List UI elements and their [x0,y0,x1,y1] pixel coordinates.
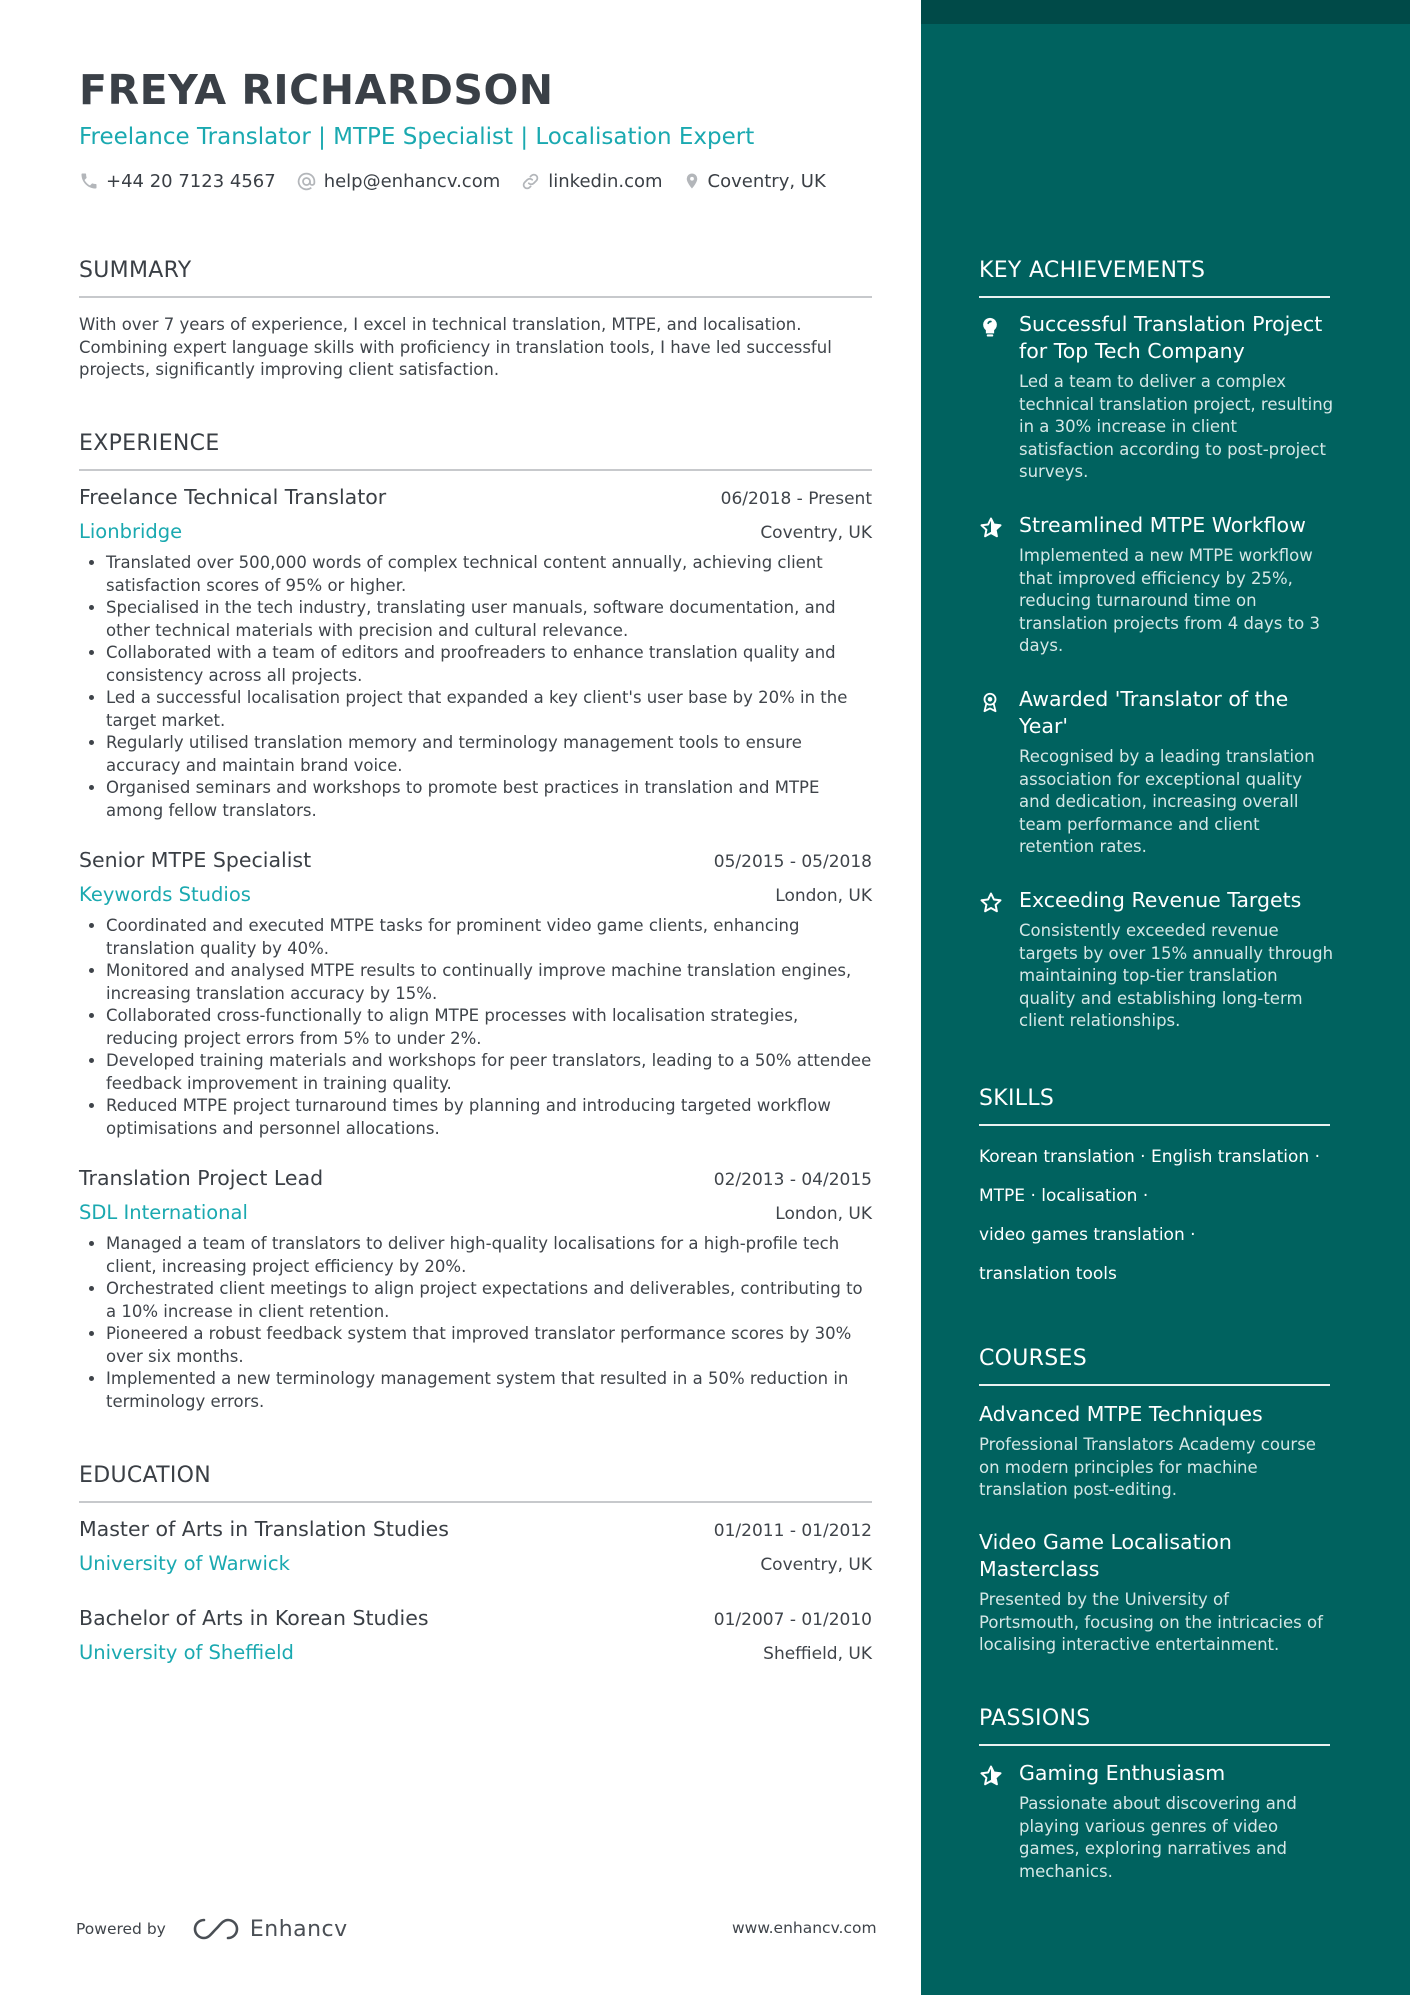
course-item [979,1529,1334,1657]
company-name[interactable]: Lionbridge [79,520,183,543]
job-bullets [106,552,872,822]
linkedin-text: linkedin.com [548,170,663,192]
bullet: • Managed a team of translators to deliver high-quality localisations for a high-profile tech client, increasing project efficiency by 20%. [106,1233,872,1278]
education-divider [79,1501,872,1503]
email-text: help@enhancv.com [323,170,501,192]
achievement-title: Exceeding Revenue Targets [1019,888,1302,912]
education-entry [79,1606,872,1664]
bullet: • Monitored and analysed MTPE results to continually improve machine translation engines, increasing translation accuracy by 15%. [106,960,872,1005]
school-name[interactable]: University of Warwick [79,1552,290,1575]
phone-icon [79,171,99,191]
job-bullets [106,1233,872,1413]
achievement-item [979,887,1334,1033]
course-desc: Presented by the University of Portsmouth, focusing on the intricacies of localising interactive entertainment. [979,1590,1323,1654]
achievement-item [979,512,1334,658]
experience-divider [79,469,872,471]
bullet: • Collaborated cross-functionally to align MTPE processes with localisation strategies, reducing project errors from 5% to under 2%. [106,1005,872,1050]
skill-line: translation tools [979,1264,1117,1284]
bullet: • Led a successful localisation project that expanded a key client's user base by 20% in the target market. [106,687,872,732]
headline: Freelance Translator | MTPE Specialist | Localisation Expert [79,124,755,150]
passion-item [979,1760,1334,1883]
enhancv-logo-icon [192,1916,240,1942]
achievement-desc: Recognised by a leading translation association for exceptional quality and dedication, increasing overall team performance and client retention rates. [1019,747,1315,856]
job-entry [79,1166,872,1413]
star-outline-icon [979,891,1003,915]
bullet: • Coordinated and executed MTPE tasks for prominent video game clients, enhancing translation quality by 40%. [106,915,872,960]
skill-line: MTPE · localisation · [979,1186,1149,1206]
bullet: • Specialised in the tech industry, translating user manuals, software documentation, and other technical materials with precision and cultural relevance. [106,597,872,642]
contact-location [683,170,826,192]
school-name[interactable]: University of Sheffield [79,1641,294,1664]
lightbulb-icon [979,315,1001,339]
education-heading: EDUCATION [79,1463,212,1488]
achievement-desc: Consistently exceeded revenue targets by over 15% annually through maintaining top-tier translation quality and establishing long-term client relationships. [1019,921,1334,1030]
contact-bar [79,170,846,192]
skills-list [979,1138,1334,1294]
degree: Master of Arts in Translation Studies [79,1517,449,1541]
passion-desc: Passionate about discovering and playing various genres of video games, exploring narratives and mechanics. [1019,1794,1297,1881]
course-item [979,1401,1334,1502]
courses-heading: COURSES [979,1346,1087,1371]
edu-date: 01/2011 - 01/2012 [713,1521,872,1541]
bullet: • Reduced MTPE project turnaround times by planning and introducing targeted workflow optimisations and personnel allocations. [106,1095,872,1140]
bullet: • Regularly utilised translation memory and terminology management tools to ensure accuracy and maintain brand voice. [106,732,872,777]
bullet: • Orchestrated client meetings to align project expectations and deliverables, contributing to a 10% increase in client retention. [106,1278,872,1323]
job-location: London, UK [775,1204,872,1224]
powered-by-label: Powered by [76,1920,166,1938]
footer-website[interactable]: www.enhancv.com [732,1919,877,1937]
bullet: • Pioneered a robust feedback system that improved translator performance scores by 30% over six months. [106,1323,872,1368]
achievements-heading: KEY ACHIEVEMENTS [979,258,1206,283]
bullet: • Implemented a new terminology management system that resulted in a 50% reduction in terminology errors. [106,1368,872,1413]
company-name[interactable]: Keywords Studios [79,883,251,906]
bullet: • Developed training materials and workshops for peer translators, leading to a 50% attendee feedback improvement in training quality. [106,1050,872,1095]
sidebar-top-bar [921,0,1410,24]
footer-powered-by[interactable] [76,1916,348,1942]
achievements-divider [979,296,1330,298]
achievement-desc: Led a team to deliver a complex technical translation project, resulting in a 30% increase in client satisfaction according to post-project surveys. [1019,372,1334,481]
summary-divider [79,296,872,298]
edu-location: Coventry, UK [760,1555,872,1575]
experience-heading: EXPERIENCE [79,431,220,456]
achievement-item [979,686,1334,859]
award-icon [979,690,1001,714]
job-title: Translation Project Lead [79,1166,324,1190]
achievement-title: Awarded 'Translator of the Year' [1019,687,1289,738]
achievement-title: Successful Translation Project for Top Tech Company [1019,312,1323,363]
skill-line: video games translation · [979,1225,1196,1245]
summary-text: With over 7 years of experience, I excel in technical translation, MTPE, and localisation. Combining expert language skills with proficiency in translation tools, I have led successful projects, significantly improving client satisfaction. [79,315,832,379]
location-text: Coventry, UK [707,170,826,192]
contact-linkedin[interactable] [520,171,662,192]
star-icon [979,516,1003,540]
job-entry [79,485,872,822]
link-icon [520,171,541,192]
location-pin-icon [683,170,701,192]
courses-divider [979,1384,1330,1386]
skills-divider [979,1124,1330,1126]
skill-line: Korean translation · English translation · [979,1147,1320,1167]
contact-phone[interactable] [79,171,276,192]
bullet: • Translated over 500,000 words of complex technical content annually, achieving client satisfaction scores of 95% or higher. [106,552,872,597]
job-location: London, UK [775,886,872,906]
passions-heading: PASSIONS [979,1706,1091,1731]
phone-text: +44 20 7123 4567 [106,170,276,192]
candidate-name: FREYA RICHARDSON [79,66,554,114]
summary-heading: SUMMARY [79,258,192,283]
star-icon [979,1764,1003,1788]
achievement-title: Streamlined MTPE Workflow [1019,513,1306,537]
job-location: Coventry, UK [760,523,872,543]
edu-location: Sheffield, UK [763,1644,872,1664]
passions-divider [979,1744,1330,1746]
job-date: 05/2015 - 05/2018 [713,852,872,872]
at-icon [296,171,317,192]
job-title: Freelance Technical Translator [79,485,387,509]
job-title: Senior MTPE Specialist [79,848,312,872]
skills-heading: SKILLS [979,1086,1055,1111]
bullet: • Organised seminars and workshops to promote best practices in translation and MTPE among fellow translators. [106,777,872,822]
achievement-item [979,311,1334,484]
footer-brand: Enhancv [249,1916,348,1942]
job-entry [79,848,872,1140]
company-name[interactable]: SDL International [79,1201,248,1224]
bullet: • Collaborated with a team of editors and proofreaders to enhance translation quality and consistency across all projects. [106,642,872,687]
achievement-desc: Implemented a new MTPE workflow that improved efficiency by 25%, reducing turnaround time on translation projects from 4 days to 3 days. [1019,546,1320,655]
course-desc: Professional Translators Academy course on modern principles for machine translation post-editing. [979,1435,1316,1499]
job-bullets [106,915,872,1140]
education-entry [79,1517,872,1575]
course-title: Video Game Localisation Masterclass [979,1530,1232,1581]
degree: Bachelor of Arts in Korean Studies [79,1606,429,1630]
job-date: 02/2013 - 04/2015 [713,1170,872,1190]
course-title: Advanced MTPE Techniques [979,1402,1263,1426]
contact-email[interactable] [296,171,501,192]
job-date: 06/2018 - Present [720,489,872,509]
edu-date: 01/2007 - 01/2010 [713,1610,872,1630]
passion-title: Gaming Enthusiasm [1019,1761,1226,1785]
